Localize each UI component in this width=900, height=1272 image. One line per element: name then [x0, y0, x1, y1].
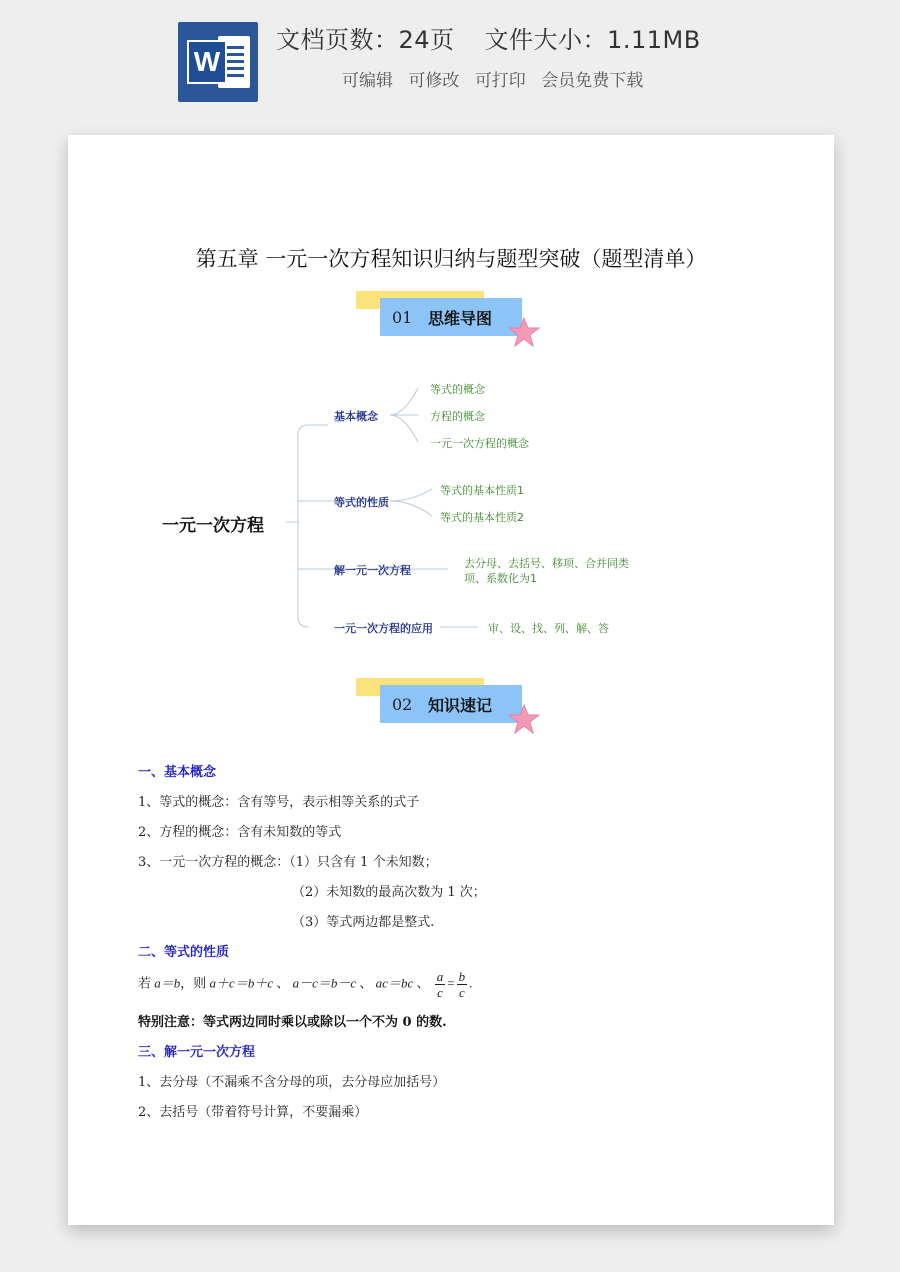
concept-line: 3、一元一次方程的概念：（1）只含有 1 个未知数；: [138, 855, 438, 870]
section-label-box: [380, 685, 522, 723]
mind-map-leaf: 一元一次方程的概念: [430, 437, 529, 450]
permission-editable: 可编辑: [342, 71, 393, 91]
formula-add: a＋c＝b＋c: [209, 975, 274, 991]
mind-map: [148, 373, 708, 643]
heading-basic-concepts: 一、基本概念: [138, 765, 217, 780]
concept-subline: （3）等式两边都是整式.: [292, 915, 435, 930]
section-header-knowledge: [356, 678, 526, 738]
file-stats: [276, 20, 736, 55]
mind-map-leaf: 方程的概念: [430, 410, 485, 423]
mind-map-leaf: 去分母、去括号、移项、合并同类: [464, 557, 629, 570]
mind-map-leaf: 审、设、找、列、解、答: [488, 622, 609, 635]
star-icon: [508, 317, 540, 347]
formula-then: ，则: [180, 975, 207, 991]
mind-map-leaf: 等式的概念: [430, 383, 485, 396]
formula-subtract: a－c＝b－c: [292, 975, 357, 991]
mind-map-leaf: 项、系数化为1: [464, 572, 537, 585]
property-formula: 若 a＝b，则 a＋c＝b＋c 、 a－c＝b－c 、 ac＝bc 、 $\frac{a}{c}$ = $\frac{b}{c}$ .: [138, 969, 473, 1000]
step-line: 2、去括号（带着符号计算，不要漏乘）: [138, 1105, 368, 1120]
concept-line: 2、方程的概念：含有未知数的等式: [138, 825, 342, 840]
formula-separator: 、: [359, 975, 373, 991]
word-badge: W: [187, 40, 227, 84]
file-size-label: 文件大小：1.11MB: [484, 26, 701, 54]
section-label-box: [380, 298, 522, 336]
permission-printable: 可打印: [474, 71, 526, 91]
heading-solve-equation: 三、解一元一次方程: [138, 1045, 256, 1060]
mind-map-root: 一元一次方程: [162, 516, 264, 536]
mind-map-leaf: 等式的基本性质1: [440, 484, 524, 497]
page-count-label: 文档页数：24页: [276, 26, 455, 54]
formula-prefix: 若: [138, 975, 152, 991]
formula-multiply: ac＝bc: [375, 975, 414, 991]
word-document-icon: [178, 22, 258, 102]
fraction-left: $\frac{a}{c}$: [436, 969, 444, 1000]
mind-map-branch: 解一元一次方程: [334, 564, 411, 577]
formula-separator: 、: [416, 975, 430, 991]
permission-modifiable: 可修改: [408, 71, 460, 91]
permission-member-download: 会员免费下载: [541, 71, 644, 91]
section-header-mind-map: [356, 291, 526, 351]
section-label: 思维导图: [428, 308, 493, 328]
concept-subline: （2）未知数的最高次数为 1 次；: [292, 885, 486, 900]
mind-map-branch: 一元一次方程的应用: [334, 622, 433, 635]
formula-condition: a＝b: [154, 975, 181, 991]
mind-map-branch: 基本概念: [334, 410, 378, 423]
mind-map-connectors: [148, 373, 708, 643]
section-label: 知识速记: [428, 695, 493, 715]
mind-map-leaf: 等式的基本性质2: [440, 511, 524, 524]
mind-map-branch: 等式的性质: [334, 496, 389, 509]
fraction-right: $\frac{b}{c}$: [458, 969, 466, 1000]
section-number: 02: [392, 694, 413, 714]
formula-separator: 、: [276, 975, 290, 991]
document-title: 第五章 一元一次方程知识归纳与题型突破（题型清单）: [195, 247, 707, 271]
special-note: 特别注意：等式两边同时乘以或除以一个不为 0 的数.: [138, 1015, 447, 1030]
formula-end: .: [469, 975, 473, 991]
star-icon: [508, 704, 540, 734]
concept-line: 1、等式的概念：含有等号，表示相等关系的式子: [138, 795, 420, 810]
permissions-row: [342, 66, 653, 91]
section-number: 01: [392, 307, 413, 327]
heading-equation-properties: 二、等式的性质: [138, 945, 230, 960]
step-line: 1、去分母（不漏乘不含分母的项，去分母应加括号）: [138, 1075, 446, 1090]
document-page: [68, 135, 834, 1225]
